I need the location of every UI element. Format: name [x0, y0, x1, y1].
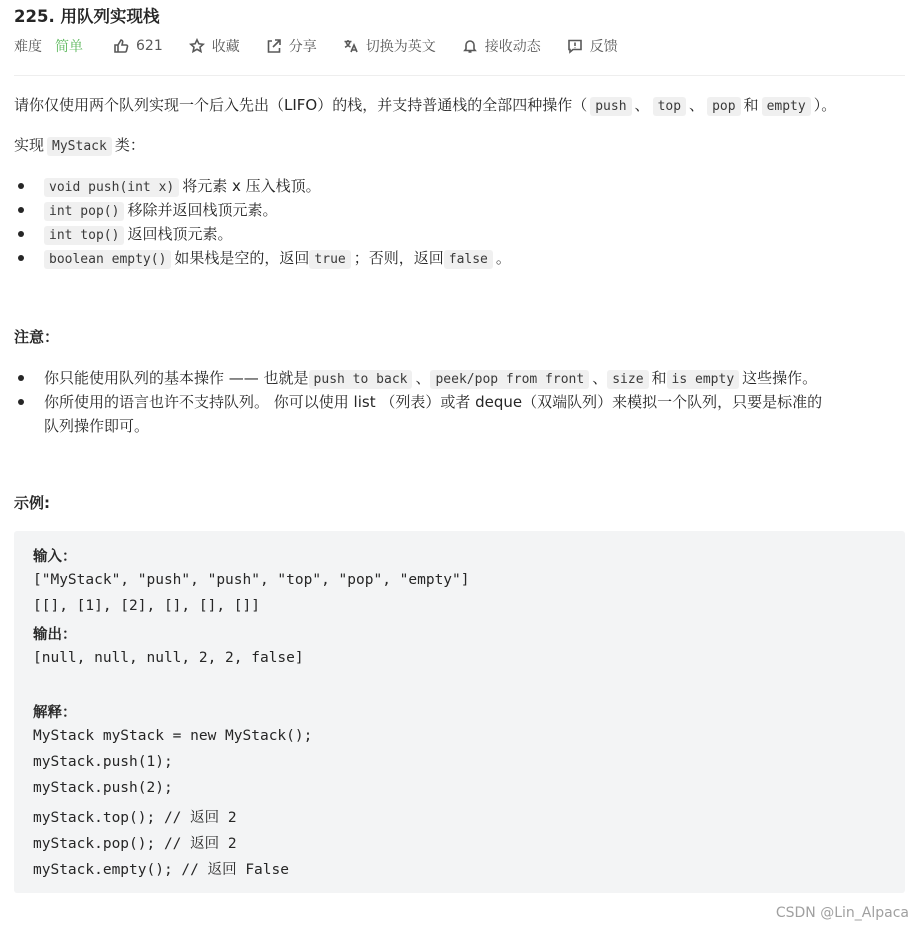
- list-item: [44, 174, 511, 198]
- notes-heading: 注意：: [14, 328, 60, 346]
- code-line: myStack.empty(); // 返回 False: [33, 862, 289, 878]
- inline-code: int top(): [44, 226, 124, 245]
- problem-meta-bar: [14, 36, 644, 56]
- star-icon: [189, 38, 205, 54]
- method-list: [44, 174, 511, 270]
- collect-label: 收藏: [211, 39, 240, 55]
- conjunction: 和: [651, 369, 667, 387]
- implement-text: 实现: [14, 136, 45, 154]
- switch-language-button[interactable]: [343, 36, 436, 56]
- share-button[interactable]: [266, 36, 317, 56]
- translate-icon: [343, 38, 359, 54]
- notify-label: 接收动态: [484, 39, 541, 55]
- notes-list: [44, 366, 822, 436]
- inline-code: is empty: [667, 370, 740, 389]
- inline-code: int pop(): [44, 202, 124, 221]
- bell-icon: [462, 38, 478, 54]
- code-line: myStack.top(); // 返回 2: [33, 810, 237, 826]
- thumbs-up-icon: [113, 38, 129, 54]
- code-line: myStack.pop(); // 返回 2: [33, 836, 237, 852]
- separator: 、: [634, 96, 650, 114]
- implement-text-end: 类：: [114, 136, 145, 154]
- inline-code: top: [653, 97, 686, 116]
- description-intro: [14, 95, 836, 117]
- inline-code: push: [590, 97, 631, 116]
- method-description: 移除并返回栈顶元素。: [127, 201, 278, 219]
- method-description: ；否则，返回: [353, 249, 444, 267]
- inline-code: void push(int x): [44, 178, 179, 197]
- output-label: 输出：: [33, 627, 77, 643]
- difficulty-badge: 简单: [55, 39, 83, 55]
- list-item: [44, 246, 511, 270]
- input-operations: ["MyStack", "push", "push", "top", "pop", "empty"]: [33, 572, 470, 588]
- method-description: 返回栈顶元素。: [127, 225, 233, 243]
- list-item: [44, 366, 822, 390]
- inline-code: peek/pop from front: [430, 370, 589, 389]
- note-text: 你只能使用队列的基本操作 —— 也就是: [44, 369, 309, 387]
- note-text-end: 这些操作。: [742, 369, 818, 387]
- code-line: myStack.push(1);: [33, 754, 173, 770]
- inline-code: empty: [762, 97, 811, 116]
- watermark: CSDN @Lin_Alpaca: [775, 905, 909, 921]
- example-code-block: [14, 531, 905, 893]
- switch-language-label: 切换为英文: [365, 39, 436, 55]
- list-item: [44, 198, 511, 222]
- feedback-label: 反馈: [589, 39, 618, 55]
- method-description: 如果栈是空的，返回: [174, 249, 310, 267]
- like-button[interactable]: [113, 38, 163, 54]
- feedback-button[interactable]: [567, 36, 618, 56]
- difficulty-label: 难度: [14, 39, 42, 55]
- header-divider: [14, 75, 905, 76]
- list-item-continuation: [44, 414, 822, 436]
- problem-title: 225. 用队列实现栈: [14, 7, 160, 26]
- share-label: 分享: [288, 39, 317, 55]
- input-label: 输入：: [33, 549, 77, 565]
- collect-button[interactable]: [189, 36, 240, 56]
- implement-line: [14, 135, 145, 157]
- code-line: myStack.push(2);: [33, 780, 173, 796]
- note-text: 你所使用的语言也许不支持队列。 你可以使用 list （列表）或者 deque（双端队列）来模拟一个队列，只要是标准的: [44, 393, 823, 411]
- intro-text-end: ）。: [813, 96, 837, 114]
- example-heading: 示例:: [14, 494, 50, 512]
- code-line: MyStack myStack = new MyStack();: [33, 728, 313, 744]
- inline-code: true: [309, 250, 350, 269]
- explain-label: 解释：: [33, 705, 77, 721]
- separator: 、: [415, 369, 431, 387]
- inline-code: MyStack: [47, 137, 112, 156]
- like-count: 621: [136, 38, 163, 54]
- note-text: 队列操作即可。: [44, 417, 150, 435]
- intro-text: 请你仅使用两个队列实现一个后入先出（LIFO）的栈，并支持普通栈的全部四种操作（: [14, 96, 588, 114]
- inline-code: pop: [707, 97, 740, 116]
- input-arguments: [[], [1], [2], [], [], []]: [33, 598, 260, 614]
- separator: 、: [689, 96, 705, 114]
- inline-code: false: [444, 250, 493, 269]
- notify-button[interactable]: [462, 36, 541, 56]
- conjunction: 和: [743, 96, 759, 114]
- inline-code: boolean empty(): [44, 250, 171, 269]
- separator: 、: [592, 369, 608, 387]
- method-description: 。: [495, 249, 511, 267]
- output-value: [null, null, null, 2, 2, false]: [33, 650, 304, 666]
- share-icon: [266, 38, 282, 54]
- feedback-icon: [567, 38, 583, 54]
- list-item: [44, 222, 511, 246]
- inline-code: size: [607, 370, 648, 389]
- inline-code: push to back: [309, 370, 413, 389]
- method-description: 将元素 x 压入栈顶。: [182, 177, 321, 195]
- list-item: [44, 390, 822, 414]
